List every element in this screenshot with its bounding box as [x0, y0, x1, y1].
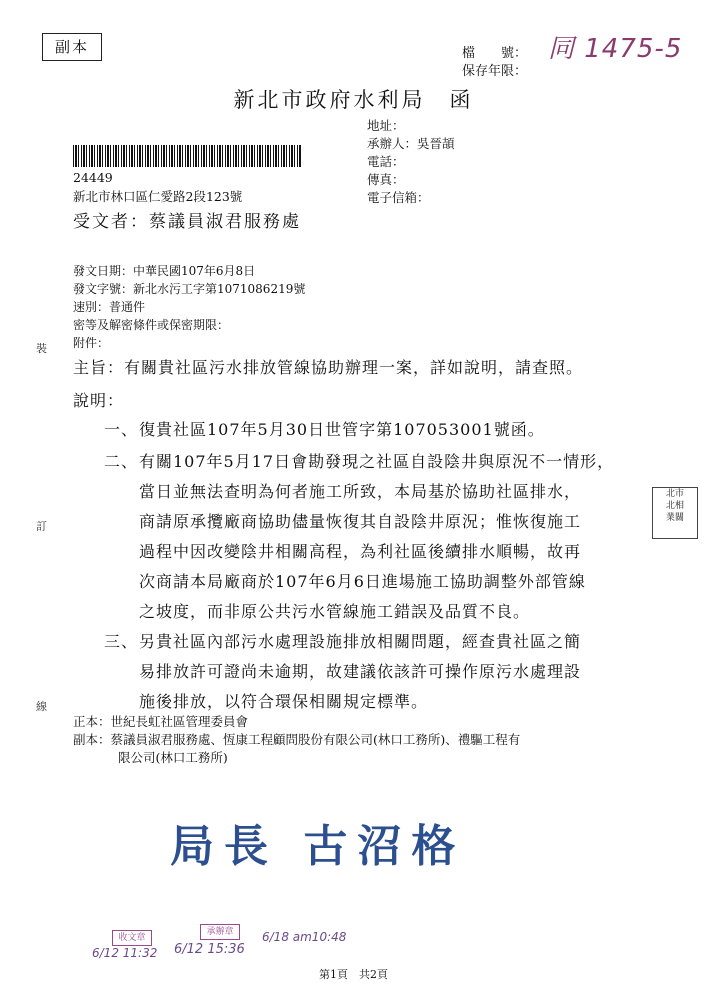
- item-3-line-1: 另貴社區內部污水處理設施排放相關問題，經查貴社區之簡: [139, 632, 582, 651]
- dispatch-date: 發文日期：中華民國107年6月8日: [73, 264, 256, 278]
- dispatch-speed: 速別：普通件: [73, 300, 146, 314]
- side-seal: 北市 北相 業關: [652, 487, 698, 539]
- attachment-label: 附件：: [73, 336, 110, 350]
- binding-mark-ding: 訂: [36, 520, 47, 533]
- item-2-line-1: 有關107年5月17日會勘發現之社區自設陰井與原況不一情形，: [139, 452, 615, 471]
- handler-stamp: 承辦章: [200, 924, 240, 940]
- binding-mark-zhuang: 裝: [36, 342, 47, 355]
- item-3-line-3: 施後排放，以符合環保相關規定標準。: [139, 692, 429, 711]
- binding-mark-xian: 線: [36, 700, 47, 713]
- subject: 主旨：有關貴社區污水排放管線協助辦理一案，詳如說明，請查照。: [73, 358, 584, 377]
- fax-label: 傳真：: [367, 172, 405, 187]
- recipient-address: 新北市林口區仁愛路2段123號: [73, 189, 243, 204]
- item-marker-3: 三、: [104, 632, 139, 651]
- item-2-line-5: 次商請本局廠商於107年6月6日進場施工協助調整外部管線: [139, 572, 586, 591]
- explanation-label: 說明：: [73, 391, 125, 410]
- item-marker-2: 二、: [104, 452, 139, 471]
- address-label: 地址：: [367, 118, 405, 133]
- review-time-note: 6/18 am10:48: [262, 930, 347, 944]
- page-footer: 第1頁 共2頁: [319, 968, 388, 981]
- copy-recipients-line2: 限公司(林口工務所): [118, 750, 228, 765]
- copy-label-box: 副本: [42, 33, 102, 61]
- item-2-line-3: 商請原承攬廠商協助儘量恢復其自設陰井原況；惟恢復施工: [139, 512, 582, 531]
- director-signature: 局長 古沼格: [170, 821, 466, 872]
- postal-code: 24449: [73, 170, 113, 185]
- barcode: [73, 145, 301, 167]
- dispatch-number: 發文字號：新北水污工字第1071086219號: [73, 282, 306, 296]
- handler-time-note: 6/12 15:36: [174, 942, 245, 957]
- original-recipients: 正本：世紀長虹社區管理委員會: [73, 714, 249, 729]
- email-label: 電子信箱：: [367, 190, 430, 205]
- receipt-stamp: 收文章: [112, 930, 152, 946]
- item-marker-1: 一、: [104, 420, 139, 439]
- item-1-line-1: 復貴社區107年5月30日世管字第107053001號函。: [139, 420, 545, 439]
- retention-period-label: 保存年限：: [462, 64, 528, 79]
- handwritten-file-number: 同 1475-5: [548, 34, 683, 64]
- handler-label: 承辦人：吳晉頡: [367, 136, 455, 151]
- secrecy-level: 密等及解密條件或保密期限：: [73, 318, 230, 332]
- phone-label: 電話：: [367, 154, 405, 169]
- item-3-line-2: 易排放許可證尚未逾期，故建議依該許可操作原污水處理設: [139, 662, 582, 681]
- item-2-line-4: 過程中因改變陰井相關高程，為利社區後續排水順暢，故再: [139, 542, 582, 561]
- copy-recipients-line1: 副本：蔡議員淑君服務處、恆康工程顧問股份有限公司(林口工務所)、禮驅工程有: [73, 732, 521, 747]
- recipient: 受文者：蔡議員淑君服務處: [73, 212, 301, 232]
- item-2-line-2: 當日並無法查明為何者施工所致，本局基於協助社區排水，: [139, 482, 582, 501]
- document-title: 新北市政府水利局 函: [233, 88, 474, 112]
- receipt-time-note: 6/12 11:32: [92, 946, 158, 960]
- item-2-line-6: 之坡度，而非原公共污水管線施工錯誤及品質不良。: [139, 602, 531, 621]
- file-number-label: 檔 號：: [462, 46, 528, 61]
